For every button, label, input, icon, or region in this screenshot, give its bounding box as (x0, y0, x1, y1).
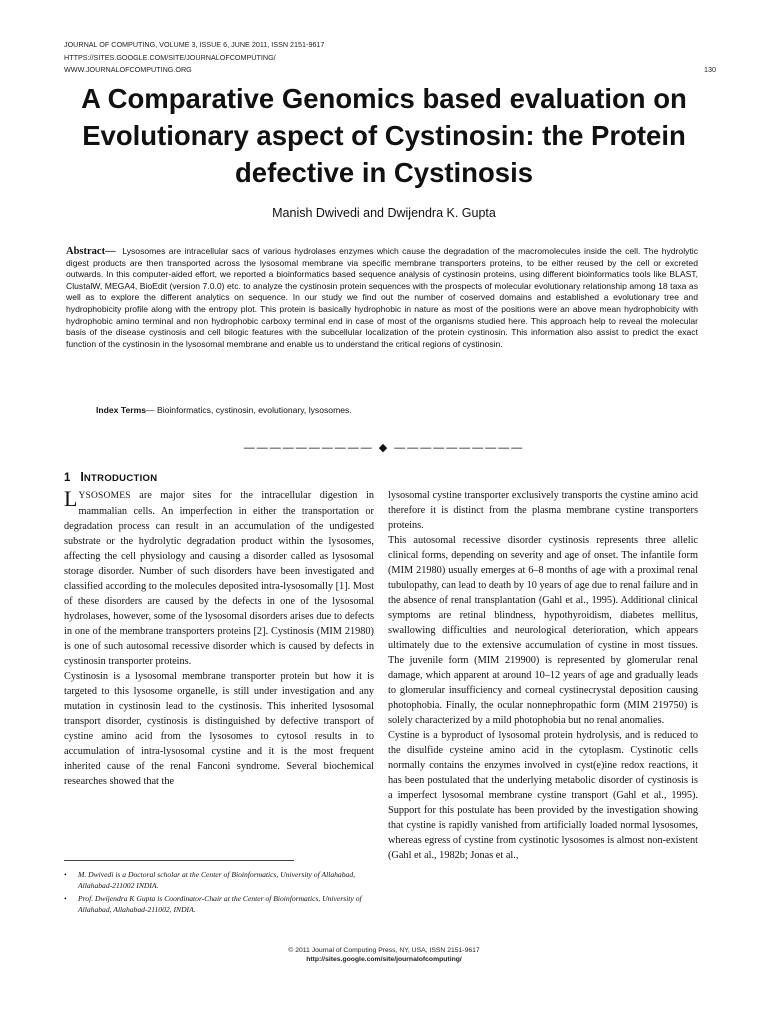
drop-cap: L (64, 486, 78, 511)
footnote-1 (64, 869, 374, 891)
journal-url-line: HTTPS://SITES.GOOGLE.COM/SITE/JOURNALOFCOMPUTING/ (64, 52, 276, 62)
index-terms (96, 405, 696, 415)
right-column (388, 488, 698, 863)
journal-info-line: JOURNAL OF COMPUTING, VOLUME 3, ISSUE 6, JUNE 2011, ISSN 2151-9617 (64, 40, 325, 49)
index-terms-text: — Bioinformatics, cystinosin, evolutionary, lysosomes. (146, 405, 352, 415)
abstract-label: Abstract (66, 246, 106, 257)
left-column (64, 488, 374, 789)
footnotes (64, 869, 374, 917)
index-terms-label: Index Terms (96, 405, 146, 415)
footnote-bullet: • (64, 894, 67, 903)
right-paragraph-3: Cystine is a byproduct of lysosomal protein hydrolysis, and is reduced to the disulfide cysteine amino acid in the cytoplasm. Cystinotic cells normally contains the enzymes involved in cyst(e)ine redox reactions, it has been postulated that the underlying metabolic disorder of cystinosis is a imperfect lysosomal membrane cystine transport (Gahl et al., 1995). Support for this postulate has been provided by the investigation showing that cystine is rapidly vanished from artificially loaded normal lysosomes, whereas egress of cystine from cystinotic lysosomes is almost non-existent (Gahl et al., 1982b; Jonas et al., (388, 730, 698, 861)
author-list: Manish Dwivedi and Dwijendra K. Gupta (272, 206, 496, 220)
footnote-2 (64, 893, 374, 915)
abstract (66, 246, 698, 350)
footnote-rule (64, 860, 294, 861)
left-paragraph-2: Cystinosin is a lysosomal membrane transporter protein but how it is targeted to this lysosome organelle, is still under investigation and any mutation in cystinosin lead to the cystinosis. This inherited lysosomal transport disorder, cystinosis is distinguished by defective transport of cystine amino acid from the lysosomes to cytosol results in to accumulation of intra-lysosomal cystine and it is the most frequent inherited cause of the renal Fanconi syndrome. Several biochemical researches showed that the (64, 671, 374, 787)
abstract-dash: — (105, 246, 116, 257)
footnote-1-text: M. Dwivedi is a Doctoral scholar at the Center of Bioinformatics, University of Allahabad, Allahabad-211002 INDIA. (78, 870, 356, 890)
running-header (64, 39, 716, 77)
paper-title: A Comparative Genomics based evaluation on Evolutionary aspect of Cystinosin: the Protein defective in Cystinosis (81, 83, 687, 188)
section-title-initial: I (80, 470, 84, 484)
journal-website-line: WWW.JOURNALOFCOMPUTING.ORG (64, 65, 192, 74)
left-paragraph-1-text: are major sites for the intracellular digestion in mammalian cells. An imperfection in either the transportation or degradation process can result in an accumulation of the undigested substrate or the hydrolytic degradation product within the lysosomes, affecting the cell physiology and causing a disorder called as lysosomal storage disorder. Number of such disorders have been investigated and classified according to the molecules deposited intra-lysosomally [1]. Most of these disorders are caused by the defects in one of the lysosomal hydrolases, however, some of the lysosomal disorders arises due to defects in one of the membrane transporters proteins [2]. Cystinosis (MIM 21980) is one of such autosomal recessive disorder which is caused by defects in cystinosin transporter proteins. (64, 490, 374, 667)
copyright-line: © 2011 Journal of Computing Press, NY, USA, ISSN 2151-9617 (288, 947, 480, 954)
footnote-bullet: • (64, 870, 67, 879)
footer-url: http://sites.google.com/site/journalofcomputing/ (306, 956, 462, 963)
page-footer (0, 946, 768, 964)
section-number: 1 (64, 472, 71, 484)
page-number: 130 (704, 65, 716, 74)
section-separator: —————————— ◆ —————————— (243, 442, 525, 454)
section-heading (64, 470, 157, 484)
footnote-2-text: Prof. Dwijendra K Gupta is Coordinator-Chair at the Center of Bioinformatics, University of Allahabad, Allahabad-211002, INDIA. (78, 894, 362, 914)
lead-word: YSOSOMES (78, 491, 131, 501)
right-paragraph-1: lysosomal cystine transporter exclusively transports the cystine amino acid therefore it is distinct from the plasma membrane cystine transporters proteins. (388, 490, 698, 531)
left-paragraph-1 (64, 488, 374, 669)
right-paragraph-2: This autosomal recessive disorder cystinosis represents three allelic clinical forms, depending on severity and age of onset. The infantile form (MIM 21980) usually emerges at 6–8 months of age with a proximal renal tubulopathy, can lead to death by 10 years of age due to renal failure and in the absence of renal transplantation (Gahl et al., 1995). Additional clinical symptoms are retinal blindness, hypothyroidism, diabetes mellitus, swallowing difficulties and neurological deterioration, which appears ultimately due to the extensive accumulation of cystine in most tissues. The juvenile form (MIM 219900) is represented by glomerular renal damage, which apparent at around 10–12 years of age and gradually leads to glomerular insufficiency and corneal cystinecrystal deposition causing photophobia. Finally, the ocular nonnephropathic form (MIM 219750) is solely characterized by a mild photophobia but no renal anomalies. (388, 535, 698, 726)
section-title-rest: NTRODUCTION (83, 473, 158, 484)
abstract-text: Lysosomes are intracellular sacs of various hydrolases enzymes which cause the degradation of the macromolecules inside the cell. The hydrolytic digest products are then transported across the lysosomal membrane via specific membrane transporters proteins, to be either reused by the cell or excreted outwards. In this computer-aided effort, we reported a bioinformatics based sequence analysis of cystinosin proteins, using different bioinformatics tools like BLAST, ClustalW, MEGA4, BioEdit (version 7.0.0) etc. to analyze the cystinosin protein sequences with the prospects of molecular evolutionary relationship among 18 taxa as well as to explore the different analytics on sequence. In our study we find out the number of coserved domains and established a evolutionary tree and hydrophobicity profile along with the entropy plot. This protein is basically hydrophobic in nature as most of the positions were an above mean hydrophobicity with hydrophobic amino terminal and non hydrophobic carboxy terminal end in case of most of the organisms studied here. This approach help to reveal the molecular basis of the disease cystinosis and cell bilogic features with the subcellular localization of the protein cystinosin. This information also assist to predict the exact function of the cystinosin in the lysosomal membrane and enable us to understand the critical regions of cystinosin. (66, 246, 698, 349)
